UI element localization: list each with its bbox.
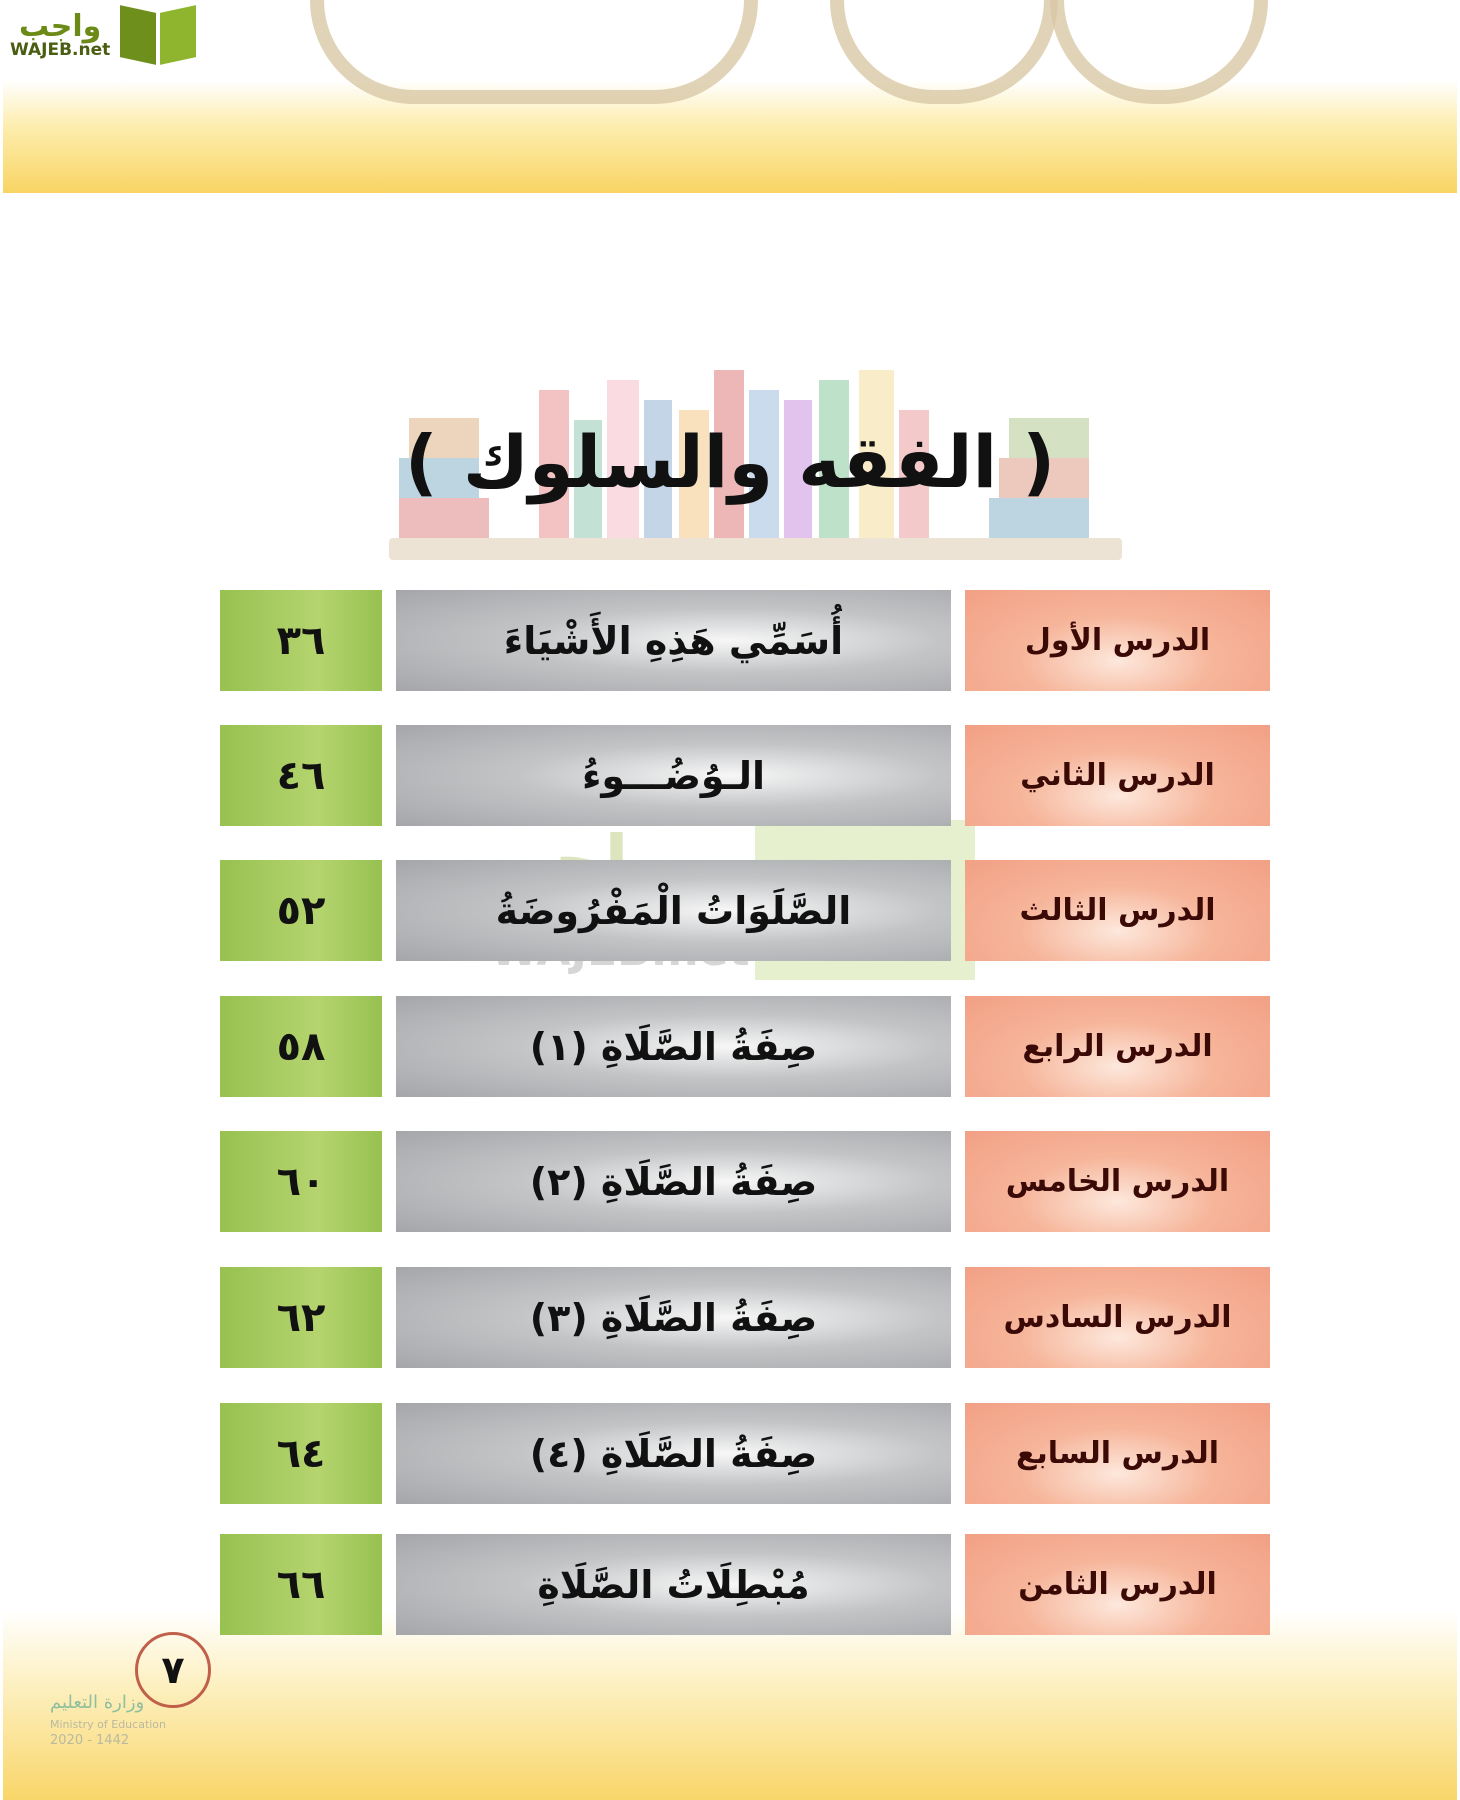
logo-latin: WAJEB.net bbox=[10, 39, 111, 60]
logo-arabic: واجب bbox=[18, 8, 102, 44]
lesson-label: الدرس الرابع bbox=[965, 996, 1270, 1097]
ministry-arabic: وزارة التعليم bbox=[50, 1692, 145, 1713]
lesson-label: الدرس الأول bbox=[965, 590, 1270, 691]
lesson-name[interactable]: صِفَةُ الصَّلَاةِ (١) bbox=[396, 996, 951, 1097]
lesson-row[interactable] bbox=[220, 1403, 1270, 1504]
page-number-badge: ٧ bbox=[135, 1632, 211, 1708]
page-number: ٦٤ bbox=[220, 1403, 382, 1504]
header-ornament bbox=[310, 0, 758, 104]
lesson-row[interactable] bbox=[220, 860, 1270, 961]
ministry-logo bbox=[50, 1630, 220, 1750]
header-band bbox=[3, 80, 1457, 193]
lesson-name[interactable]: صِفَةُ الصَّلَاةِ (٣) bbox=[396, 1267, 951, 1368]
lesson-label: الدرس الثامن bbox=[965, 1534, 1270, 1635]
ministry-english: Ministry of Education bbox=[50, 1718, 167, 1731]
lesson-name[interactable]: أُسَمِّي هَذِهِ الأَشْيَاءَ bbox=[396, 590, 951, 691]
lesson-label: الدرس الثاني bbox=[965, 725, 1270, 826]
lesson-row[interactable] bbox=[220, 1534, 1270, 1635]
lesson-label: الدرس الثالث bbox=[965, 860, 1270, 961]
lesson-row[interactable] bbox=[220, 1267, 1270, 1368]
lesson-row[interactable] bbox=[220, 996, 1270, 1097]
lesson-row[interactable] bbox=[220, 590, 1270, 691]
lesson-row[interactable] bbox=[220, 725, 1270, 826]
lesson-label: الدرس السادس bbox=[965, 1267, 1270, 1368]
lesson-row[interactable] bbox=[220, 1131, 1270, 1232]
lesson-name[interactable]: صِفَةُ الصَّلَاةِ (٢) bbox=[396, 1131, 951, 1232]
page-number: ٥٨ bbox=[220, 996, 382, 1097]
book-icon bbox=[118, 5, 198, 65]
footer-band bbox=[3, 1610, 1457, 1800]
wajeb-logo[interactable] bbox=[10, 5, 198, 65]
lesson-label: الدرس الخامس bbox=[965, 1131, 1270, 1232]
page-number: ٦٠ bbox=[220, 1131, 382, 1232]
lesson-label: الدرس السابع bbox=[965, 1403, 1270, 1504]
lesson-name[interactable]: مُبْطِلَاتُ الصَّلَاةِ bbox=[396, 1534, 951, 1635]
lesson-name[interactable]: صِفَةُ الصَّلَاةِ (٤) bbox=[396, 1403, 951, 1504]
ministry-year: 2020 - 1442 bbox=[50, 1733, 130, 1748]
page-number: ٣٦ bbox=[220, 590, 382, 691]
page-number: ٥٢ bbox=[220, 860, 382, 961]
lesson-name[interactable]: الصَّلَوَاتُ الْمَفْرُوضَةُ bbox=[396, 860, 951, 961]
page-number: ٦٢ bbox=[220, 1267, 382, 1368]
lesson-name[interactable]: الـوُضُـــوءُ bbox=[396, 725, 951, 826]
unit-title: ( الفقه والسلوك ) bbox=[404, 420, 1056, 504]
page-number: ٤٦ bbox=[220, 725, 382, 826]
page-number: ٦٦ bbox=[220, 1534, 382, 1635]
